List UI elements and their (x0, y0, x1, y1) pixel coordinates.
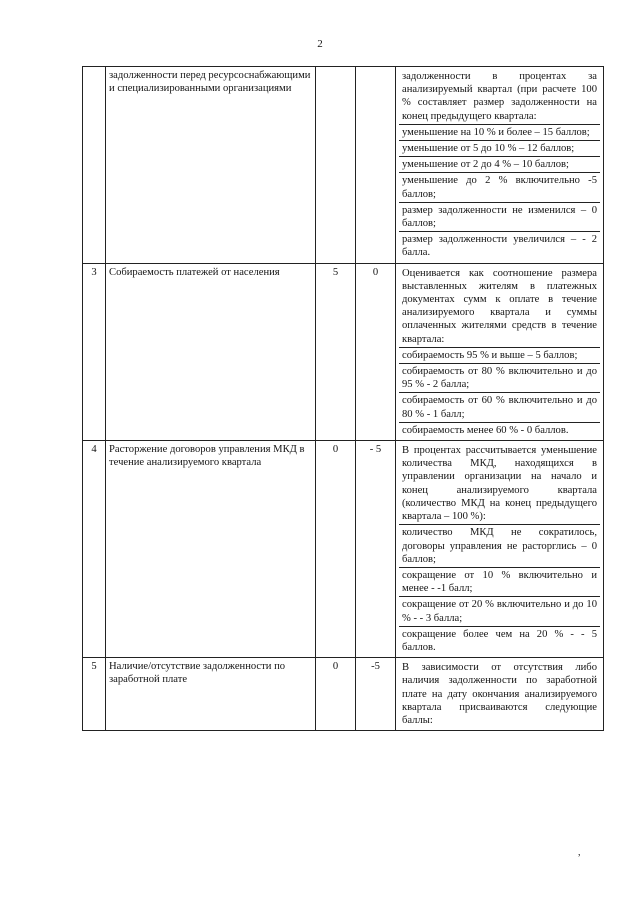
scoring-description (396, 67, 604, 264)
scoring-rule: В процентах рассчитывается уменьшение количества МКД, находящихся в управлении организации на начало и конец анализируемого квартала (количество МКД на конец предыдущего квартала – 100 %): (399, 443, 600, 525)
scoring-description (396, 263, 604, 440)
min-score (356, 67, 396, 264)
max-score: 5 (316, 263, 356, 440)
table-row (83, 441, 604, 658)
page-number: 2 (317, 38, 323, 50)
scoring-rule: размер задолженности увеличился – - 2 балла. (402, 234, 597, 259)
scoring-rule: уменьшение на 10 % и более – 15 баллов; (399, 125, 600, 141)
row-number (83, 67, 106, 264)
criterion-name: Собираемость платежей от населения (106, 263, 316, 440)
scoring-rule: собираемость от 80 % включительно и до 95 % - 2 балла; (399, 364, 600, 393)
row-number: 5 (83, 658, 106, 731)
scoring-rule: В зависимости от отсутствия либо наличия задолженности по заработной плате на дату окончания анализируемого квартала присваиваются следующие баллы: (402, 662, 597, 726)
criterion-name: Расторжение договоров управления МКД в течение анализируемого квартала (106, 441, 316, 658)
scoring-rule: уменьшение до 2 % включительно -5 баллов; (399, 173, 600, 202)
criterion-name: Наличие/отсутствие задолженности по заработной плате (106, 658, 316, 731)
criterion-name: задолженности перед ресурсоснабжающими и специализированными организациями (106, 67, 316, 264)
max-score: 0 (316, 658, 356, 731)
row-number: 4 (83, 441, 106, 658)
scoring-rule: Оценивается как соотношение размера выставленных жителям в платежных документах сумм к оплате в течение анализируемого квартала и суммы оплаченных жителями средств в течение квартала: (399, 266, 600, 348)
table-row (83, 67, 604, 264)
scoring-rule: собираемость менее 60 % - 0 баллов. (402, 424, 569, 436)
max-score: 0 (316, 441, 356, 658)
row-number: 3 (83, 263, 106, 440)
table-row (83, 658, 604, 731)
scoring-rule: размер задолженности не изменился – 0 баллов; (399, 203, 600, 232)
scoring-description (396, 658, 604, 731)
scoring-rule: задолженности в процентах за анализируемый квартал (при расчете 100 % составляет размер задолженности на конец предыдущего квартала: (399, 69, 600, 125)
scoring-description (396, 441, 604, 658)
scoring-rule: сокращение от 20 % включительно и до 10 % - - 3 балла; (399, 597, 600, 626)
scoring-rule: собираемость 95 % и выше – 5 баллов; (399, 348, 600, 364)
scoring-rule: сокращение более чем на 20 % - - 5 баллов. (402, 628, 597, 653)
table-row (83, 263, 604, 440)
min-score: 0 (356, 263, 396, 440)
scoring-rule: количество МКД не сократилось, договоры управления не расторглись – 0 баллов; (399, 525, 600, 568)
scan-mark: , (578, 847, 581, 858)
criteria-table (82, 66, 604, 731)
scoring-rule: уменьшение от 5 до 10 % – 12 баллов; (399, 141, 600, 157)
scoring-rule: сокращение от 10 % включительно и менее - -1 балл; (399, 568, 600, 597)
scoring-rule: уменьшение от 2 до 4 % – 10 баллов; (399, 157, 600, 173)
min-score: -5 (356, 658, 396, 731)
min-score: - 5 (356, 441, 396, 658)
scoring-rule: собираемость от 60 % включительно и до 80 % - 1 балл; (399, 393, 600, 422)
max-score (316, 67, 356, 264)
